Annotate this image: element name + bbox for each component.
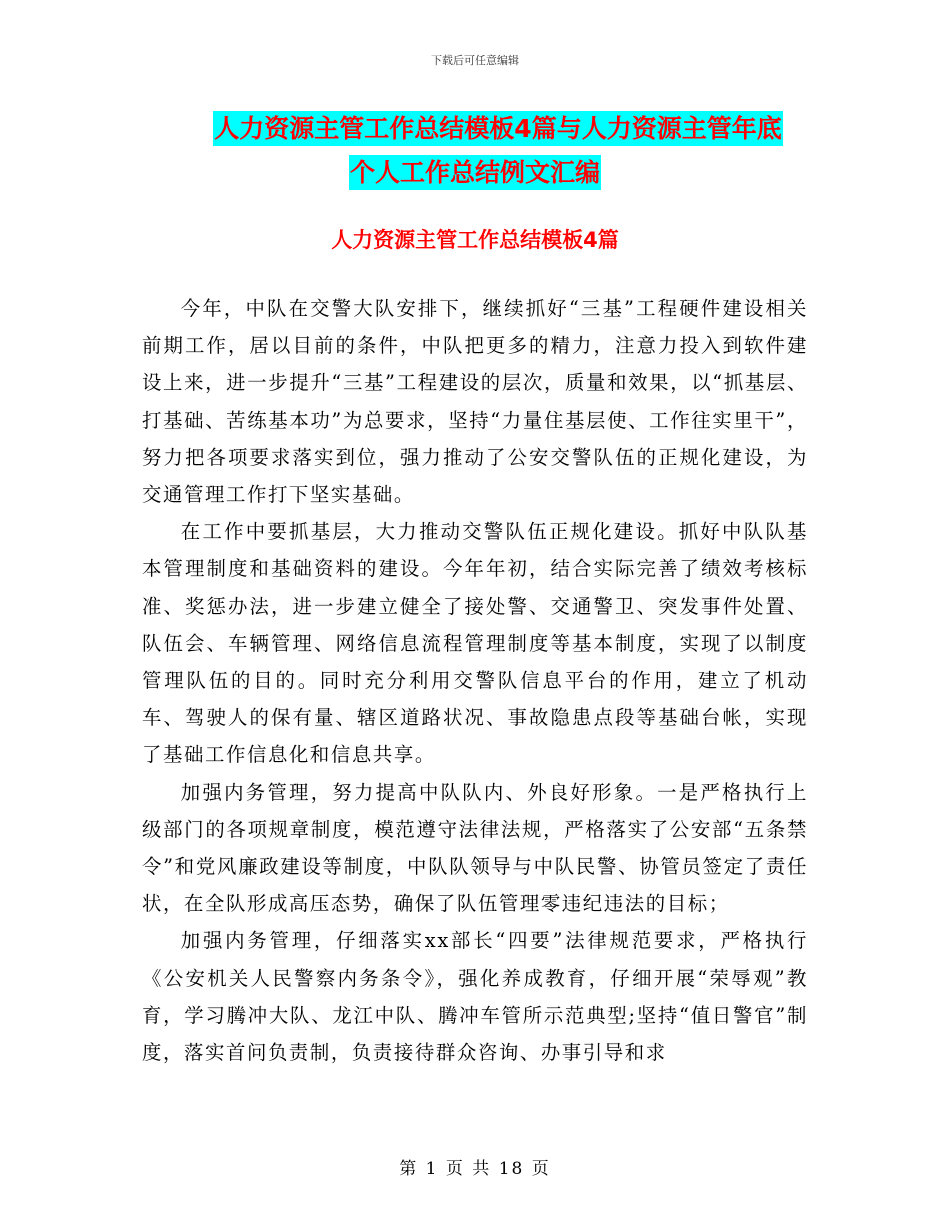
header-note: 下载后可任意编辑	[431, 54, 519, 67]
paragraph: 今年，中队在交警大队安排下，继续抓好“三基”工程硬件建设相关前期工作，居以目前的条件，中队把更多的精力，注意力投入到软件建设上来，进一步提升“三基”工程建设的层次，质量和效果，以“抓基层、打基础、苦练基本功”为总要求，坚持“力量住基层使、工作往实里干”，努力把各项要求落实到位，强力推动了公安交警队伍的正规化建设，为交通管理工作打下坚实基础。	[142, 297, 808, 507]
page-footer: 第 1 页 共 18 页	[399, 1159, 551, 1179]
section-heading: 人力资源主管工作总结模板4篇	[331, 228, 619, 252]
paragraph: 加强内务管理，仔细落实xx部长“四要”法律规范要求，严格执行《公安机关人民警察内务条令》，强化养成教育，仔细开展“荣辱观”教育，学习腾冲大队、龙江中队、腾冲车管所示范典型;坚持“值日警官”制度，落实首问负责制，负责接待群众咨询、办事引导和求	[142, 929, 808, 1065]
document-title-text-1: 人力资源主管工作总结模板4篇与人力资源主管年底	[213, 111, 782, 146]
document-body	[142, 290, 808, 1071]
document-title-text-2: 个人工作总结例文汇编	[349, 155, 601, 190]
document-title-line-2	[0, 160, 950, 185]
paragraph: 加强内务管理，努力提高中队队内、外良好形象。一是严格执行上级部门的各项规章制度，模范遵守法律法规，严格落实了公安部“五条禁令”和党风廉政建设等制度，中队队领导与中队民警、协管员签定了责任状，在全队形成高压态势，确保了队伍管理零违纪违法的目标；	[142, 780, 808, 916]
document-title-line-1	[0, 116, 950, 141]
paragraph: 在工作中要抓基层，大力推动交警队伍正规化建设。抓好中队队基本管理制度和基础资料的建设。今年年初，结合实际完善了绩效考核标准、奖惩办法，进一步建立健全了接处警、交通警卫、突发事件处置、队伍会、车辆管理、网络信息流程管理制度等基本制度，实现了以制度管理队伍的目的。同时充分利用交警队信息平台的作用，建立了机动车、驾驶人的保有量、辖区道路状况、事故隐患点段等基础台帐，实现了基础工作信息化和信息共享。	[142, 520, 808, 767]
